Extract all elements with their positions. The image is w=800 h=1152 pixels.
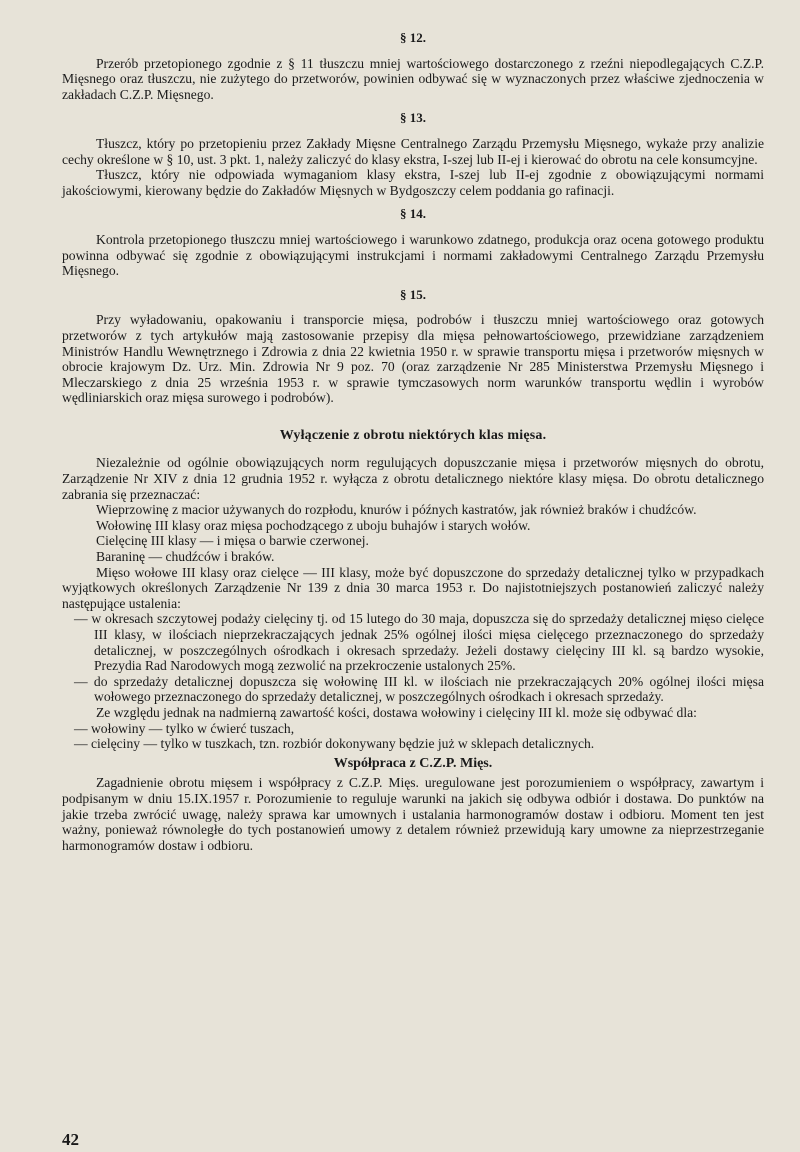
cooperation-paragraph: Zagadnienie obrotu mięsem i współpracy z C.Z.P. Mięs. uregulowane jest porozumieniem o współpracy, zawartym i podpisanym w dniu 15.IX.1957 r. Porozumienie to reguluje warunki na jakich się odbywa odbiór i dostawa. Do punktów na jakie trzeba zwrócić uwagę, należy sprawa kar umownych i ustalania harmonogramów dostaw i odbioru. Moment ten jest ważny, ponieważ równoległe do tych postanowień umowy z detalem również przewidują kary umowne za nieprzestrzeganie harmonogramów dostaw i odbioru. (62, 775, 764, 853)
section-13-paragraph-1: Tłuszcz, który po przetopieniu przez Zakłady Mięsne Centralnego Zarządu Przemysłu Mięsnego, wykaże przy analizie cechy określone w § 10, ust. 3 pkt. 1, należy zaliczyć do klasy ekstra, I-szej lub II-ej i kierować do obrotu na cele konsumcyjne. (62, 135, 764, 167)
page-number: 42 (62, 1130, 79, 1149)
section-13-paragraph-2: Tłuszcz, który nie odpowiada wymaganiom klasy ekstra, I-szej lub II-ej zgodnie z obowiązującymi normami jakościowymi, kierowany będzie do Zakładów Mięsnych w Bydgoszczy celem poddania go rafinacji. (62, 167, 764, 198)
exclusion-heading: Wyłączenie z obrotu niektórych klas mięsa. (279, 427, 547, 443)
section-15-paragraph: Przy wyładowaniu, opakowaniu i transporcie mięsa, podrobów i tłuszczu mniej wartościowego oraz gotowych przetworów z tych artykułów mają zastosowanie przepisy dla mięsa pełnowartościowego, przewidziane zarządzeniem Ministrów Handlu Wewnętrznego i Zdrowia z dnia 22 kwietnia 1950 r. w sprawie transportu mięsa i przetworów mięsnych w obrocie krajowym Dz. Urz. Min. Zdrowia Nr 9 poz. 70 (oraz zarządzenie Nr 285 Ministerstwa Przemysłu Mięsnego i Mleczarskiego z dnia 25 września 1953 r. w sprawie tymczasowych norm warunków transportu wędlin i wyrobów wędliniarskich oraz mięsa surowego i podrobów). (62, 312, 764, 406)
dash-item-veal-period: — w okresach szczytowej podaży cielęciny tj. od 15 lutego do 30 maja, dopuszcza się do sprzedaży detalicznej mięso cielęce III klasy, w ilościach nieprzekraczających jednak 25% ogólnej ilości mięsa cielęcego przeznaczonego do sprzedaży detalicznej, w poszczególnych ośrodkach i okresach sprzedaży. Jeżeli dostawy cielęciny III kl. są bardzo wysokie, Prezydia Rad Narodowych mogą zezwolić na przekroczenie ustalonych 25%. (74, 611, 764, 674)
bones-paragraph: Ze względu jednak na nadmierną zawartość kości, dostawa wołowiny i cielęciny III kl. może się odbywać dla: (96, 704, 697, 720)
section-14-paragraph: Kontrola przetopionego tłuszczu mniej wartościowego i warunkowo zdatnego, produkcja oraz ocena gotowego produktu powinna odbywać się zgodnie z obowiązującymi instrukcjami i normami zakładowymi Centralnego Zarządu Przemysłu Mięsnego. (62, 231, 764, 279)
dash-item-veal-carcass: — cielęciny — tylko w tuszkach, tzn. rozbiór dokonywany będzie już w sklepach detalicznych. (74, 736, 595, 752)
dash-item-beef-limit: — do sprzedaży detalicznej dopuszcza się wołowinę III kl. w ilościach nie przekraczających 20% ogólnej ilości mięsa wołowego przeznaczonego do sprzedaży detalicznej, w poszczególnych ośrodkach i okresach sprzedaży. (74, 673, 764, 705)
section-12-heading: § 12. (400, 30, 426, 45)
page-content (62, 30, 764, 853)
section-15-heading: § 15. (400, 286, 426, 302)
dash-item-beef-quarters: — wołowiny — tylko w ćwierć tuszach, (74, 720, 295, 736)
section-14-heading: § 14. (400, 206, 426, 222)
exclusion-intro: Niezależnie od ogólnie obowiązujących norm regulujących dopuszczanie mięsa i przetworów mięsnych do obrotu, Zarządzenie Nr XIV z dnia 12 grudnia 1952 r. wyłącza z obrotu detalicznego niektóre klasy mięsa. Do obrotu detalicznego zabrania się przeznaczać: (62, 455, 764, 502)
exclusion-item: Baraninę — chudźców i braków. (96, 549, 275, 565)
cooperation-heading: Współpraca z C.Z.P. Mięs. (333, 755, 493, 771)
exclusion-item: Cielęcinę III klasy — i mięsa o barwie czerwonej. (96, 533, 369, 549)
exclusion-item: Wołowinę III klasy oraz mięsa pochodzącego z uboju buhajów i starych wołów. (96, 517, 531, 533)
section-12-paragraph: Przerób przetopionego zgodnie z § 11 tłuszczu mniej wartościowego dostarczonego z rzeźni niepodlegających C.Z.P. Mięsnego oraz tłuszczu, nie zużytego do przetworów, powinien odbywać się w wyznaczonych przez właściwe zjednoczenia w zakładach C.Z.P. Mięsnego. (62, 55, 764, 102)
veal-paragraph: Mięso wołowe III klasy oraz cielęce — III klasy, może być dopuszczone do sprzedaży detalicznej tylko w przypadkach wyjątkowych określonych Zarządzenie Nr 139 z dnia 30 marca 1953 r. Do najistotniejszych postanowień zaliczyć należy następujące ustalenia: (62, 564, 764, 611)
section-13-heading: § 13. (400, 110, 426, 126)
exclusion-item: Wieprzowinę z macior używanych do rozpłodu, knurów i późnych kastratów, jak również braków i chudźców. (96, 502, 697, 518)
